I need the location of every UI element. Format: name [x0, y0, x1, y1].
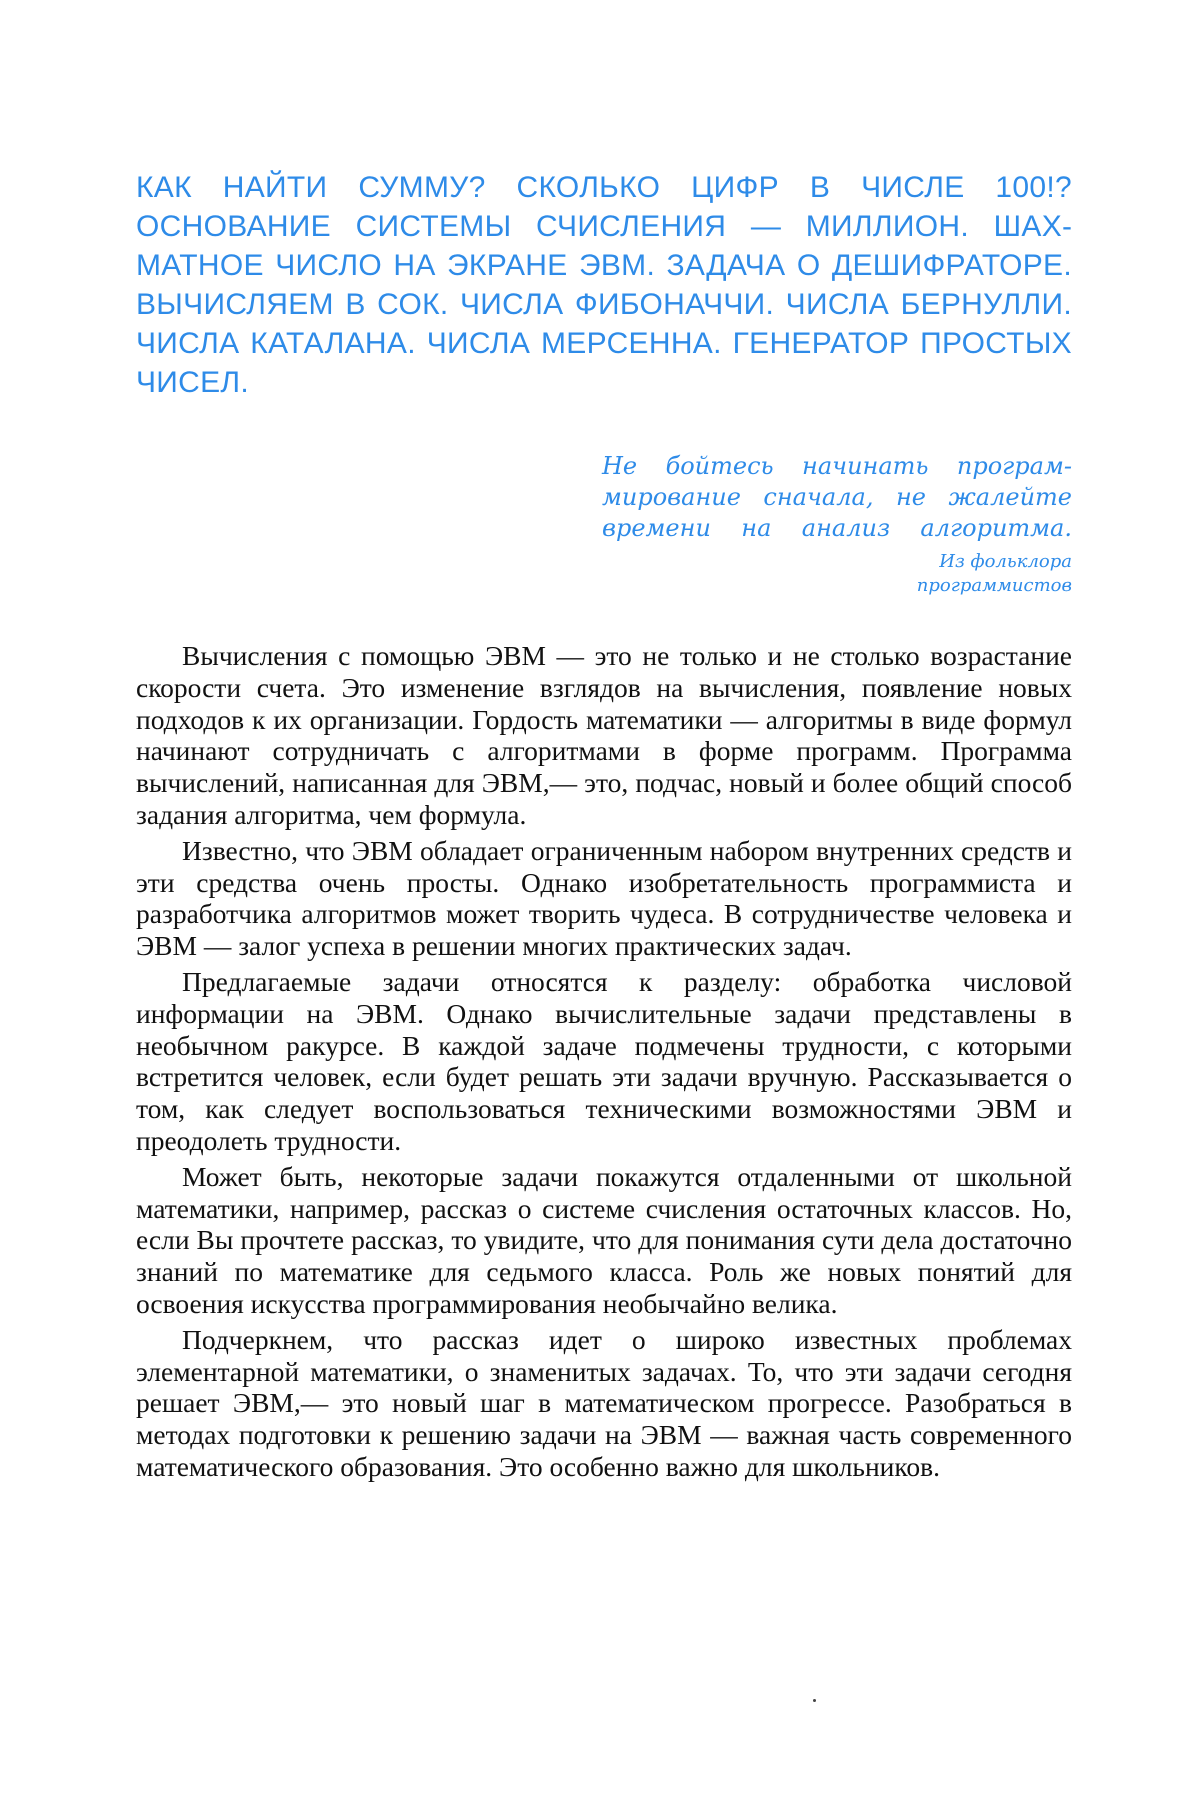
paragraph: Известно, что ЭВМ обладает ограниченным набором внут­ренних средств и эти средства очень просты. Однако изобрета­тельность программиста и разработчика алгоритмов может тво­рить чудеса. В сотрудничестве человека и ЭВМ — залог успеха в решении многих практических задач.	[136, 835, 1072, 962]
print-speck	[813, 1699, 816, 1702]
epigraph	[602, 451, 1072, 598]
body-text	[136, 640, 1072, 1487]
epigraph-quote	[602, 451, 1072, 544]
paragraph: Вычисления с помощью ЭВМ — это не только и не столько возрастание скорости счета. Это изменение взглядов на вычис­ления, появление новых подходов к их организации. Гордость математики — алгоритмы в виде формул начинают сотрудничать с алгоритмами в форме программ. Программа вычислений, написанная для ЭВМ,— это, подчас, новый и более общий способ задания алгоритма, чем формула.	[136, 640, 1072, 831]
epigraph-source-line: Из фольклора	[602, 550, 1072, 574]
epigraph-line: времени на анализ алгоритма.	[602, 513, 1072, 544]
paragraph: Предлагаемые задачи относятся к разделу: обработка число­вой информации на ЭВМ. Однако вычислительные задачи пред­ставлены в необычном ракурсе. В каждой задаче подмечены трудности, с которыми встретится человек, если будет решать эти задачи вручную. Рассказывается о том, как следует восполь­зоваться техническими возможностями ЭВМ и преодолеть труд­ности.	[136, 966, 1072, 1157]
epigraph-line: Не бойтесь начинать програм-	[602, 451, 1072, 482]
book-page	[0, 0, 1200, 1800]
chapter-heading: КАК НАЙТИ СУММУ? СКОЛЬКО ЦИФР В ЧИСЛЕ 100!? ОСНОВАНИЕ СИСТЕМЫ СЧИСЛЕНИЯ — МИЛЛИОН. ШАХ­МАТНОЕ ЧИСЛО НА ЭКРАНЕ ЭВМ. ЗАДАЧА О ДЕШИФРА­ТОРЕ. ВЫЧИСЛЯЕМ В СОК. ЧИСЛА ФИБОНАЧЧИ. ЧИСЛА БЕРНУЛЛИ. ЧИСЛА КАТАЛАНА. ЧИСЛА МЕРСЕННА. ГЕНЕРАТОР ПРОСТЫХ ЧИСЕЛ.	[136, 168, 1072, 402]
paragraph: Подчеркнем, что рассказ идет о широко известных проблемах элементарной математики, о знаменитых задачах. То, что эти задачи сегодня решает ЭВМ,— это новый шаг в математическом прогрессе. Разобраться в методах подготовки к решению задачи на ЭВМ — важная часть современного математического образо­вания. Это особенно важно для школьников.	[136, 1324, 1072, 1483]
paragraph: Может быть, некоторые задачи покажутся отдаленными от школьной математики, например, рассказ о системе счисления остаточных классов. Но, если Вы прочтете рассказ, то увидите, что для понимания сути дела достаточно знаний по математике для седьмого класса. Роль же новых понятий для освоения искусства программирования необычайно велика.	[136, 1161, 1072, 1320]
epigraph-source	[602, 550, 1072, 598]
epigraph-source-line: программистов	[602, 574, 1072, 598]
epigraph-line: мирование сначала, не жалейте	[602, 482, 1072, 513]
